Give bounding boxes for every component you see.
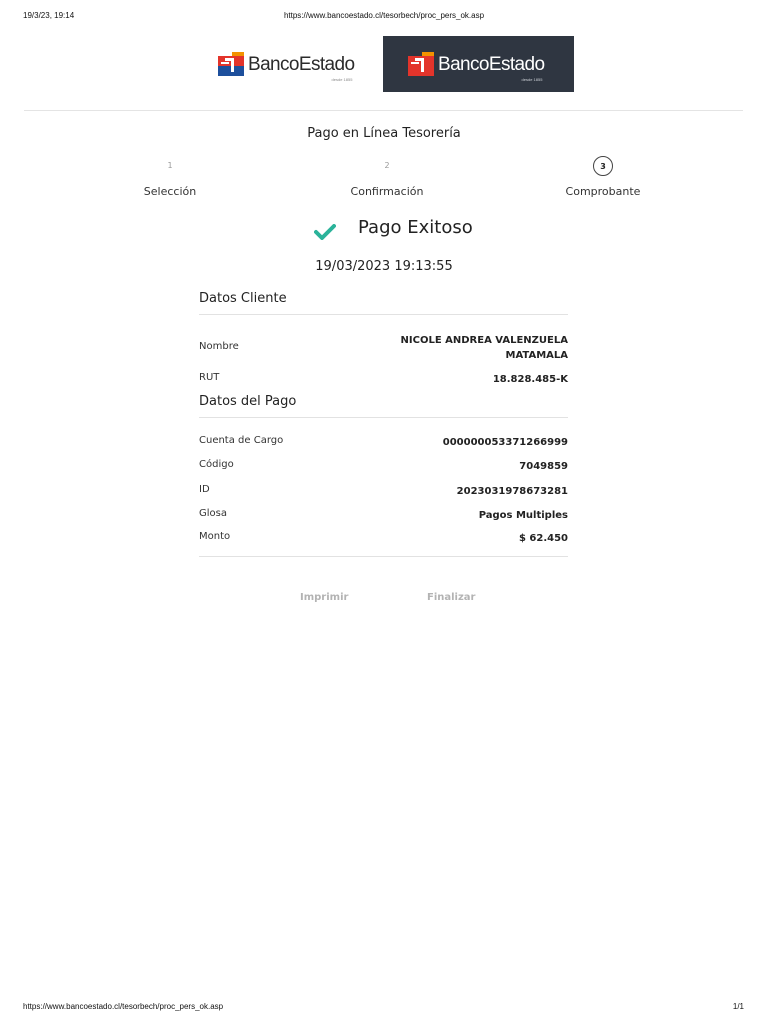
- print-button[interactable]: Imprimir: [300, 592, 349, 603]
- step-number: 2: [384, 161, 390, 170]
- print-header: [0, 11, 768, 23]
- row-glosa: [199, 508, 568, 523]
- section-title: Datos Cliente: [199, 291, 568, 315]
- logo-wordmark: BancoEstado: [248, 53, 355, 75]
- section-datos-pago: [199, 394, 568, 418]
- row-value: 18.828.485-K: [492, 374, 568, 385]
- step-number-active: 3: [593, 156, 613, 176]
- row-value: Pagos Multiples: [478, 510, 568, 521]
- bancoestado-mark-icon: [218, 52, 244, 76]
- logo-wordmark: BancoEstado: [438, 53, 545, 75]
- row-label: Código: [199, 459, 234, 470]
- logo-bar: [0, 36, 768, 92]
- row-label: Nombre: [199, 341, 239, 352]
- step-label: Comprobante: [565, 185, 641, 198]
- bancoestado-logo-dark: [383, 36, 574, 92]
- success-text: Pago Exitoso: [358, 217, 473, 238]
- step-seleccion: [110, 156, 230, 198]
- step-indicator: [0, 156, 768, 206]
- success-message: [0, 216, 768, 246]
- row-value: 2023031978673281: [456, 486, 568, 497]
- footer-page-number: 1/1: [732, 1002, 744, 1011]
- name-line-2: MATAMALA: [505, 350, 568, 361]
- header-divider: [24, 110, 743, 111]
- step-number: 1: [167, 161, 173, 170]
- section-title: Datos del Pago: [199, 394, 568, 418]
- row-value: [401, 333, 568, 363]
- name-line-1: NICOLE ANDREA VALENZUELA: [400, 335, 568, 346]
- transaction-datetime: 19/03/2023 19:13:55: [315, 259, 453, 274]
- logo-tagline: desde 1855: [331, 77, 353, 82]
- check-icon: [314, 224, 336, 240]
- print-url: https://www.bancoestado.cl/tesorbech/proc_pers_ok.asp: [283, 11, 485, 20]
- page-title: Pago en Línea Tesorería: [307, 126, 461, 141]
- logo-tagline: desde 1855: [521, 77, 543, 82]
- finish-button[interactable]: Finalizar: [427, 592, 476, 603]
- bancoestado-mark-icon: [408, 52, 434, 76]
- action-bar: [0, 592, 768, 606]
- footer-url: https://www.bancoestado.cl/tesorbech/proc_pers_ok.asp: [23, 1002, 224, 1011]
- bancoestado-logo-light: [218, 48, 366, 80]
- step-comprobante: [543, 156, 663, 198]
- step-confirmacion: [327, 156, 447, 198]
- row-cuenta-cargo: [199, 435, 568, 450]
- row-rut: [199, 372, 568, 387]
- row-monto: [199, 531, 568, 546]
- row-label: ID: [199, 484, 210, 495]
- row-label: Glosa: [199, 508, 227, 519]
- step-label: Confirmación: [350, 185, 424, 198]
- row-nombre: [199, 333, 568, 365]
- row-label: RUT: [199, 372, 220, 383]
- section-datos-cliente: [199, 291, 568, 315]
- row-value: 000000053371266999: [442, 437, 568, 448]
- print-datetime: 19/3/23, 19:14: [23, 11, 75, 20]
- row-label: Cuenta de Cargo: [199, 435, 284, 446]
- step-label: Selección: [143, 185, 197, 198]
- details-divider: [199, 556, 568, 557]
- row-value: $ 62.450: [518, 533, 568, 544]
- row-codigo: [199, 459, 568, 474]
- row-id: [199, 484, 568, 499]
- row-label: Monto: [199, 531, 231, 542]
- print-footer: [0, 1002, 768, 1014]
- row-value: 7049859: [519, 461, 568, 472]
